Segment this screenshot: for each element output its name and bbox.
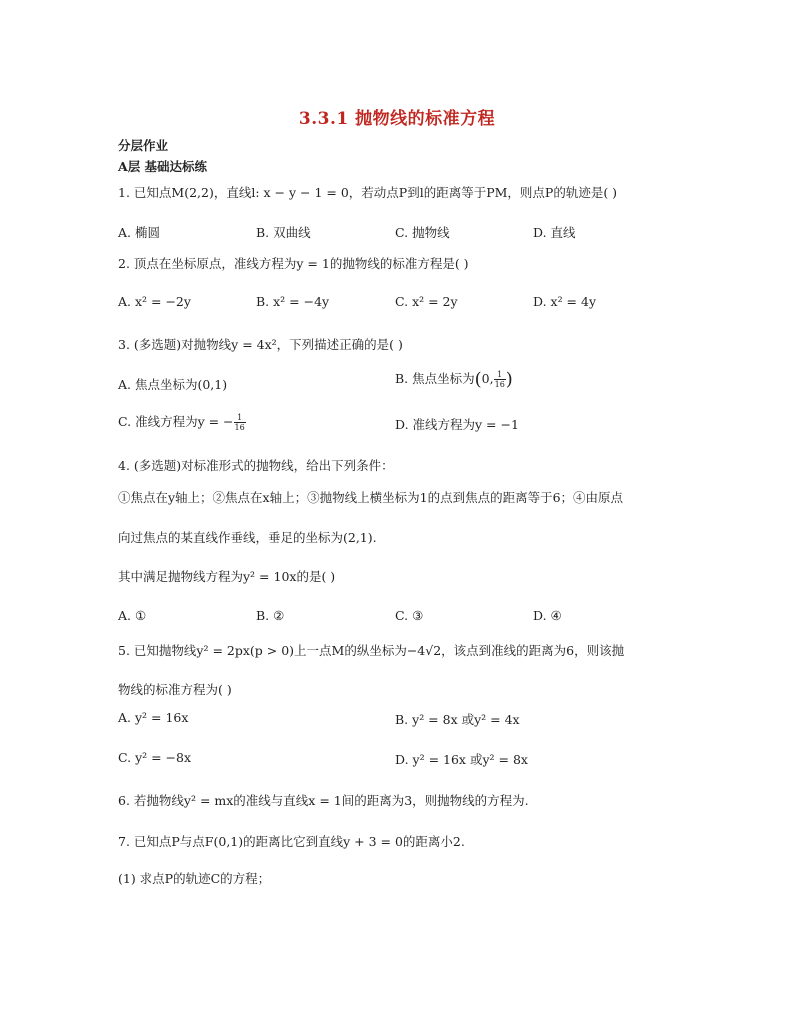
q3-option-b: B. 焦点坐标为(0, $\frac{1}{16}$ ) — [395, 369, 513, 390]
question-1-stem: 1. 已知点M(2,2)，直线l: x − y − 1 = 0，若动点P到l的距离等于PM，则点P的轨迹是( ) — [118, 185, 618, 200]
q2-option-c: C. x² = 2y — [395, 294, 458, 309]
level-heading: A层 基础达标练 — [118, 159, 208, 174]
q1-option-c: C. 抛物线 — [395, 225, 450, 240]
q4-option-c: C. ③ — [395, 608, 424, 623]
question-4-stem: 4. (多选题)对标准形式的抛物线，给出下列条件： — [118, 458, 394, 473]
q5-option-a: A. y² = 16x — [118, 710, 189, 725]
question-7-stem: 7. 已知点P与点F(0,1)的距离比它到直线y + 3 = 0的距离小2. — [118, 834, 465, 849]
question-5-stem: 5. 已知抛物线y² = 2px(p > 0)上一点M的纵坐标为−4√2，该点到准线的距离为6，则该抛 — [118, 643, 625, 658]
question-4-conditions-line-3: 其中满足抛物线方程为y² = 10x的是( ) — [118, 569, 336, 584]
q3-option-d: D. 准线方程为y = −1 — [395, 417, 519, 432]
q3-option-a: A. 焦点坐标为(0,1) — [118, 377, 228, 392]
q3-option-b-text: B. 焦点坐标为 — [395, 371, 475, 386]
q1-option-b: B. 双曲线 — [256, 225, 311, 240]
fraction-one-sixteenth: $\frac{1}{16}$ — [234, 413, 245, 432]
q3-option-c-text: C. 准线方程为y = − — [118, 414, 234, 429]
section-heading: 分层作业 — [118, 138, 169, 153]
fraction-one-sixteenth: $\frac{1}{16}$ — [494, 370, 505, 389]
q3-option-c — [118, 412, 246, 432]
question-3-stem: 3. (多选题)对抛物线y = 4x²，下列描述正确的是( ) — [118, 337, 403, 352]
question-2-stem: 2. 顶点在坐标原点，准线方程为y = 1的抛物线的标准方程是( ) — [118, 256, 469, 271]
q1-option-a: A. 椭圆 — [118, 225, 160, 240]
q5-option-c: C. y² = −8x — [118, 750, 192, 765]
q2-option-d: D. x² = 4y — [533, 294, 597, 309]
question-4-conditions-line-2: 向过焦点的某直线作垂线，垂足的坐标为(2,1). — [118, 530, 377, 545]
q5-option-b: B. y² = 8x 或y² = 4x — [395, 712, 520, 727]
question-6-stem: 6. 若抛物线y² = mx的准线与直线x = 1间的距离为3，则抛物线的方程为. — [118, 793, 529, 808]
question-4-conditions-line-1: ①焦点在y轴上；②焦点在x轴上；③抛物线上横坐标为1的点到焦点的距离等于6；④由原点 — [118, 490, 624, 505]
q2-option-a: A. x² = −2y — [118, 294, 191, 309]
q1-option-d: D. 直线 — [533, 225, 576, 240]
question-7-part-1: (1) 求点P的轨迹C的方程； — [118, 871, 271, 886]
q4-option-d: D. ④ — [533, 608, 562, 623]
q2-option-b: B. x² = −4y — [256, 294, 330, 309]
page-title: 3.3.1 抛物线的标准方程 — [298, 109, 496, 129]
question-5-stem-continued: 物线的标准方程为( ) — [118, 682, 232, 697]
q4-option-a: A. ① — [118, 608, 147, 623]
q4-option-b: B. ② — [256, 608, 285, 623]
q5-option-d: D. y² = 16x 或y² = 8x — [395, 752, 528, 767]
